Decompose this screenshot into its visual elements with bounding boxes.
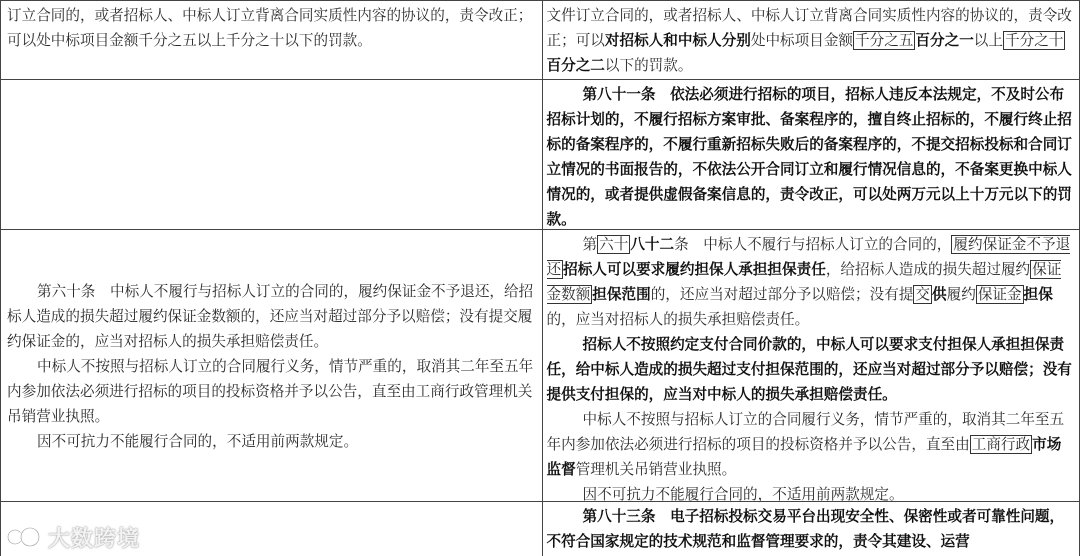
added-text: 八十二 [630,236,675,253]
old-article-60-para3: 因不可抗力不能履行合同的，不适用前两款规定。 [37,433,359,450]
new-article-82-para1 [547,232,1076,332]
text-span: 管理机关吊销营业执照。 [575,461,737,478]
text-span: 第 [582,236,598,253]
old-article-60-para2: 中标人不按照与招标人订立的合同履行义务，情节严重的，取消其二年至五年内参加依法必须进行招标的项目的投标资格并予以公告，直至由工商行政管理机关吊销营业执照。 [7,358,534,425]
new-text-cell [543,80,1080,229]
added-text: 对招标人和中标人分别 [604,32,751,49]
old-text-cell-empty [1,80,543,229]
text-span: 中标人不按照与招标人订立的合同履行义务，情节严重的，取消其二年至五年内参加依法必须进行招标的项目的投标资格并予以公告，直至由 [546,411,1065,453]
text-span: 文件订立合同的，或者招标人、中标人订立背离合同实质性内容的协议的，责令改正；可以 [546,7,1072,49]
table-row [1,1,1080,80]
added-text: 百分之一 [915,32,974,49]
table-row [1,80,1080,230]
deleted-text: 交 [915,286,930,303]
text-span: 以下的罚款。 [604,57,693,74]
new-article-82-para3 [547,407,1076,482]
watermark-logo-icon [6,524,42,550]
added-text: 百分之二 [546,57,605,74]
deleted-text: 千分之五 [855,32,914,49]
old-text-cell [1,230,543,501]
old-article-60-para1: 第六十条 中标人不履行与招标人订立的合同的，履约保证金不予退还，给招标人造成的损失超过履约保证金数额的，还应当对超过部分予以赔偿；没有提交履约保证金的，应当对招标人的损失承担赔偿责任。 [7,283,534,350]
deleted-text: 履约保证金不予退还 [546,236,1071,278]
text-span: 的，还应当对超过部分予以赔偿；没有提 [650,286,914,303]
old-paragraph: 订立合同的，或者招标人、中标人订立背离合同实质性内容的协议的，责令改正；可以处中标项目金额千分之五以上千分之十以下的罚款。 [7,7,533,49]
new-text-cell [543,502,1080,556]
new-text-cell [543,1,1080,79]
table-row [1,230,1080,502]
added-text: 供 [932,286,947,303]
text-span: 条 中标人不履行与招标人订立的合同的， [674,236,952,253]
old-text-cell [1,1,543,79]
deleted-text: 保证金 [977,286,1022,303]
added-text: 担保 [1023,286,1053,303]
text-span: ，给招标人造成的损失超过履约 [825,261,1031,278]
new-text-cell [543,230,1080,501]
added-text: 招标人可以要求履约担保人承担担保责任 [563,261,826,278]
added-text: 担保范围 [592,286,651,303]
new-paragraph [547,3,1076,78]
table-row [1,502,1080,556]
deleted-text: 千分之十 [1005,32,1064,49]
new-article-82-para4: 因不可抗力不能履行合同的，不适用前两款规定。 [582,486,904,503]
article-81: 第八十一条 依法必须进行招标的项目，招标人违反本法规定，不及时公布招标计划的，不履行招标方案审批、备案程序的，擅自终止招标的，不履行终止招标的备案程序的，不履行重新招标失败后的备案程序的，不提交招标投标和合同订立情况的书面报告的，不依法公开合同订立和履行情况信息的，不备案更换中标人情况的，或者提供虚假备案信息的，责令改正，可以处两万元以上十万元以下的罚款。 [546,86,1072,228]
new-article-82-para2: 招标人不按照约定支付合同价款的，中标人可以要求支付担保人承担担保责任，给中标人造成的损失超过支付担保范围的，还应当对超过部分予以赔偿；没有提供支付担保的，应当对中标人的损失承担赔偿责任。 [546,336,1072,403]
text-span: 履约 [946,286,976,303]
watermark-text: 大数跨境 [48,526,141,552]
deleted-text: 工商行政 [971,436,1031,453]
deleted-text: 保证金数额 [546,261,1062,303]
deleted-text: 六十 [599,236,629,253]
text-span: 的，应当对招标人的损失承担赔偿责任。 [546,311,810,328]
added-text: 市场监督 [546,436,1062,478]
watermark [6,520,140,554]
text-span: 处中标项目金额 [750,32,854,49]
article-83: 第八十三条 电子招标投标交易平台出现安全性、保密性或者可靠性问题，不符合国家规定的技术规范和监督管理要求的，责令其建设、运营 [546,508,1065,550]
text-span: 以上 [973,32,1003,49]
